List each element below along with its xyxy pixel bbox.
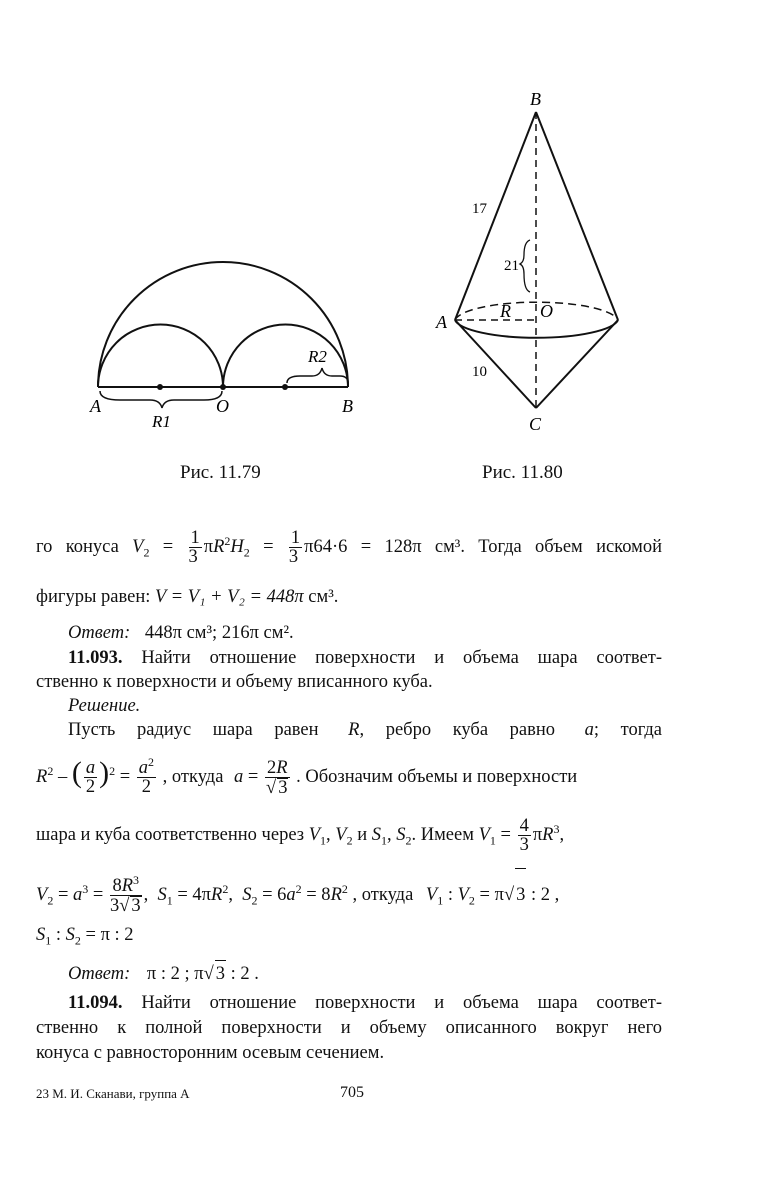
formula-ratio-s: $S_1$ : $S_2 = \pi$ : 2	[36, 925, 134, 948]
edge-c-right	[536, 320, 618, 408]
label-r: R	[500, 301, 511, 321]
figure-11-79	[80, 250, 380, 440]
edge-ac	[455, 320, 536, 408]
large-semicircle	[98, 262, 348, 387]
label-17: 17	[472, 201, 487, 217]
center-o-dot	[220, 384, 226, 390]
formula-v1: $V_1$ = $\frac{4}{3}$ $\pi R^3$,	[478, 816, 565, 856]
solution-line-4: $V_2 = a^3$ = $\frac{8R^3}{3√ 3}$ , $S_1 = 4\pi R^2$, $S_2 = 6a^2 = 8R^2$ , откуда $V_1$ : $V_2 = \pi√$ 3 : 2 ,	[36, 868, 662, 920]
problem-11-094-line-2: ственно к полной поверхности и объему описанного вокруг него	[36, 1018, 662, 1038]
label-a: A	[436, 312, 447, 332]
solution-label: Решение.	[68, 696, 141, 716]
formula-ratio-v: $V_1$ : $V_2 = \pi√$ 3 : 2 ,	[426, 885, 559, 905]
answer-2: Ответ: π : 2 ; π√ 3 : 2 .	[68, 960, 662, 987]
label-b: B	[342, 396, 353, 416]
footer-signature: 23 М. И. Сканави, группа А	[36, 1086, 190, 1101]
left-semicircle	[98, 325, 223, 388]
problem-11-094-line-1: 11.094. Найти отношение поверхности и объема шара соответ-	[68, 993, 663, 1013]
answer-2-value: π : 2 ; π√ 3 : 2 .	[147, 964, 259, 984]
problem-11-093-line-1: 11.093. Найти отношение поверхности и объема шара соответ-	[68, 648, 663, 668]
label-r2: R2	[308, 347, 327, 366]
formula-v2-cube: $V_2 = a^3$ = $\frac{8R^3}{3√ 3}$ , $S_1 = 4\pi R^2$, $S_2 = 6a^2 = 8R^2$	[36, 872, 348, 916]
center-right-dot	[282, 384, 288, 390]
label-o: O	[540, 301, 553, 321]
text-line-1: го конуса $V_2$ = $\frac{1}{3}$ $\pi R^2H_2$ = $\frac{1}{3}$ π64·6 = 128π см³. Тогда объем искомой	[36, 528, 662, 568]
brace-r2	[287, 368, 348, 383]
figure-11-80	[420, 80, 650, 440]
brace-r1	[100, 391, 222, 408]
caption-11-80: Рис. 11.80	[482, 462, 563, 483]
text-line-2: фигуры равен: V = V₁ + V₂ = 448π см³.	[36, 587, 339, 607]
solution-line-1: Пусть радиус шара равен R, ребро куба равно a; тогда	[68, 720, 663, 740]
label-b: B	[530, 89, 541, 109]
page-number: 705	[340, 1084, 364, 1101]
caption-11-79: Рис. 11.79	[180, 462, 261, 483]
edge-ab	[455, 112, 536, 320]
edge-b-right	[536, 112, 618, 320]
center-left-dot	[157, 384, 163, 390]
solution-line-5	[36, 922, 662, 948]
right-semicircle	[223, 325, 348, 388]
label-10: 10	[472, 364, 487, 380]
formula-a: a = $\frac{2R}{√ 3}$	[234, 757, 288, 798]
brace-21	[520, 240, 530, 292]
answer-1: Ответ: 448π см³; 216π см².	[68, 623, 294, 643]
solution-line-2: $R^2$ – ( $\frac{a}{2}$ )$^2$ = $\frac{a^2}{2}$ , откуда a = $\frac{2R}{√ 3}$ . Обозначим объемы и поверхности	[36, 755, 578, 798]
problem-11-094-line-3: конуса с равносторонним осевым сечением.	[36, 1043, 385, 1063]
formula-v2: $V_2$ = $\frac{1}{3}$ $\pi R^2H_2$ = $\frac{1}{3}$ π64·6 = 128π	[132, 528, 435, 568]
label-o: O	[216, 396, 229, 416]
label-a: A	[90, 396, 101, 416]
solution-line-3: шара и куба соответственно через $V_1$, $V_2$ и $S_1$, $S_2$. Имеем $V_1$ = $\frac{4}{3}$ $\pi R^3$,	[36, 816, 565, 856]
problem-11-093-line-2: ственно к поверхности и объему вписанного куба.	[36, 672, 433, 692]
formula-r-squared: $R^2$ – ( $\frac{a}{2}$ )$^2$ = $\frac{a^2}{2}$	[36, 755, 154, 798]
label-c: C	[529, 414, 542, 434]
label-21: 21	[504, 258, 519, 274]
label-r1: R1	[152, 412, 171, 431]
